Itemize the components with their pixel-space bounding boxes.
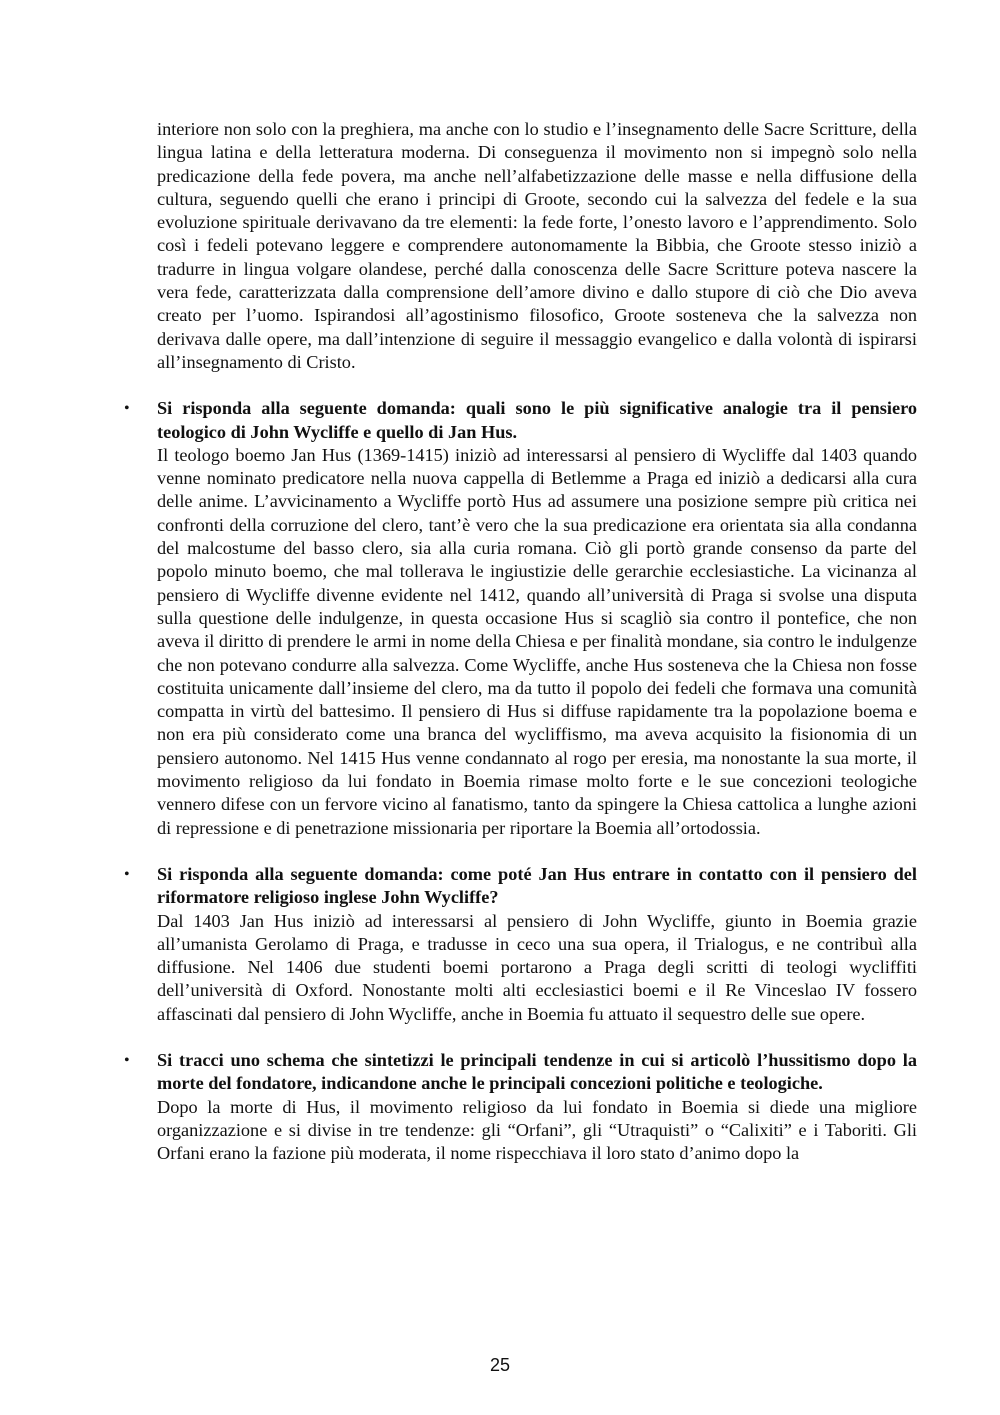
question-heading: Si risponda alla seguente domanda: come poté Jan Hus entrare in contatto con il pensiero del riformatore religioso inglese John Wycliffe? xyxy=(157,863,917,908)
bullet-icon: • xyxy=(124,865,130,883)
page-body xyxy=(124,118,917,1165)
question-heading: Si tracci uno schema che sintetizzi le principali tendenze in cui si articolò l’hussitismo dopo la morte del fondatore, indicandone anche le principali concezioni politiche e teologiche. xyxy=(157,1049,917,1094)
answer-paragraph: Il teologo boemo Jan Hus (1369-1415) iniziò ad interessarsi al pensiero di Wycliffe dal 1403 quando venne nominato predicatore nella nuova cappella di Betlemme a Praga ed iniziò a dedicarsi alla cura delle anime. L’avvicinamento a Wycliffe portò Hus ad assumere una posizione sempre più critica nei confronti della corruzione del clero, tant’è vero che la sua predicazione era orientata sia alla condanna del malcostume del basso clero, sia alla curia romana. Ciò gli portò grande consenso da parte del popolo minuto boemo, che mal tollerava le ingiustizie delle gerarchie ecclesiastiche. La vicinanza al pensiero di Wycliffe divenne evidente nel 1412, quando all’università di Praga si svolse una disputa sulla questione delle indulgenze, in questa occasione Hus si scagliò sia contro il pontefice, che non aveva il diritto di prendere le armi in nome della Chiesa e per finalità mondane, sia contro le indulgenze che non potevano condurre alla salvezza. Come Wycliffe, anche Hus sosteneva che la Chiesa non fosse costituita unicamente dall’insieme del clero, ma da tutto il popolo dei fedeli che formava una comunità compatta in virtù del battesimo. Il pensiero di Hus si diffuse rapidamente tra la popolazione boema e non era più considerato come una branca del wycliffismo, ma aveva acquisito la fisionomia di un pensiero autonomo. Nel 1415 Hus venne condannato al rogo per eresia, ma nonostante la sua morte, il movimento religioso da lui fondato in Boemia rimase molto forte e le sue concezioni teologiche vennero difese con un fervore vicino al fanatismo, tanto da spingere la Chiesa cattolica a lunghe azioni di repressione e di penetrazione missionaria per riportare la Boemia all’ortodossia. xyxy=(157,444,917,838)
bullet-icon: • xyxy=(124,400,130,418)
intro-paragraph: interiore non solo con la preghiera, ma anche con lo studio e l’insegnamento delle Sacre Scritture, della lingua latina e della letteratura moderna. Di conseguenza il movimento non si impegnò solo nella predicazione della fede povera, ma anche nell’alfabetizzazione delle masse e nella diffusione della cultura, seguendo quelli che erano i principi di Groote, secondo cui la salvezza del fedele e la sua evoluzione spirituale derivavano da tre elementi: la fede forte, l’onesto lavoro e l’apprendimento. Solo così i fedeli potevano leggere e comprendere autonomamente la Bibbia, che Groote stesso iniziò a tradurre in lingua volgare olandese, perché dalla conoscenza delle Sacre Scritture poteva nascere la vera fede, caratterizzata dalla comprensione dell’amore divino e dallo stupore di ciò che Dio aveva creato per l’uomo. Ispirandosi all’agostinismo filosofico, Groote sosteneva che la salvezza non derivava dalle opere, ma dall’intenzione di seguire il messaggio evangelico e dalla volontà di ispirarsi all’insegnamento di Cristo. xyxy=(157,119,917,372)
bullet-icon: • xyxy=(124,1051,130,1069)
question-item-1 xyxy=(124,397,917,840)
question-item-2 xyxy=(124,863,917,1026)
answer-paragraph: Dal 1403 Jan Hus iniziò ad interessarsi al pensiero di John Wycliffe, giunto in Boemia grazie all’umanista Gerolamo di Praga, e tradusse in ceco una sua opera, il Trialogus, e ne contribuì alla diffusione. Nel 1406 due studenti boemi portarono a Praga degli scritti di teologi wycliffiti dell’università di Oxford. Nonostante molti alti ecclesiastici boemi e il Re Vinceslao IV fossero affascinati dal pensiero di John Wycliffe, anche in Boemia fu attuato il sequestro delle sue opere. xyxy=(157,910,917,1024)
question-item-3 xyxy=(124,1049,917,1165)
answer-paragraph: Dopo la morte di Hus, il movimento religioso da lui fondato in Boemia si diede una migliore organizzazione e si divise in tre tendenze: gli “Orfani”, gli “Utraquisti” o “Calixiti” e i Taboriti. Gli Orfani erano la fazione più moderata, il nome rispecchiava il loro stato d’animo dopo la xyxy=(157,1096,917,1164)
question-heading: Si risponda alla seguente domanda: quali sono le più significative analogie tra il pensiero teologico di John Wycliffe e quello di Jan Hus. xyxy=(157,398,917,442)
page-number: 25 xyxy=(489,1355,511,1375)
